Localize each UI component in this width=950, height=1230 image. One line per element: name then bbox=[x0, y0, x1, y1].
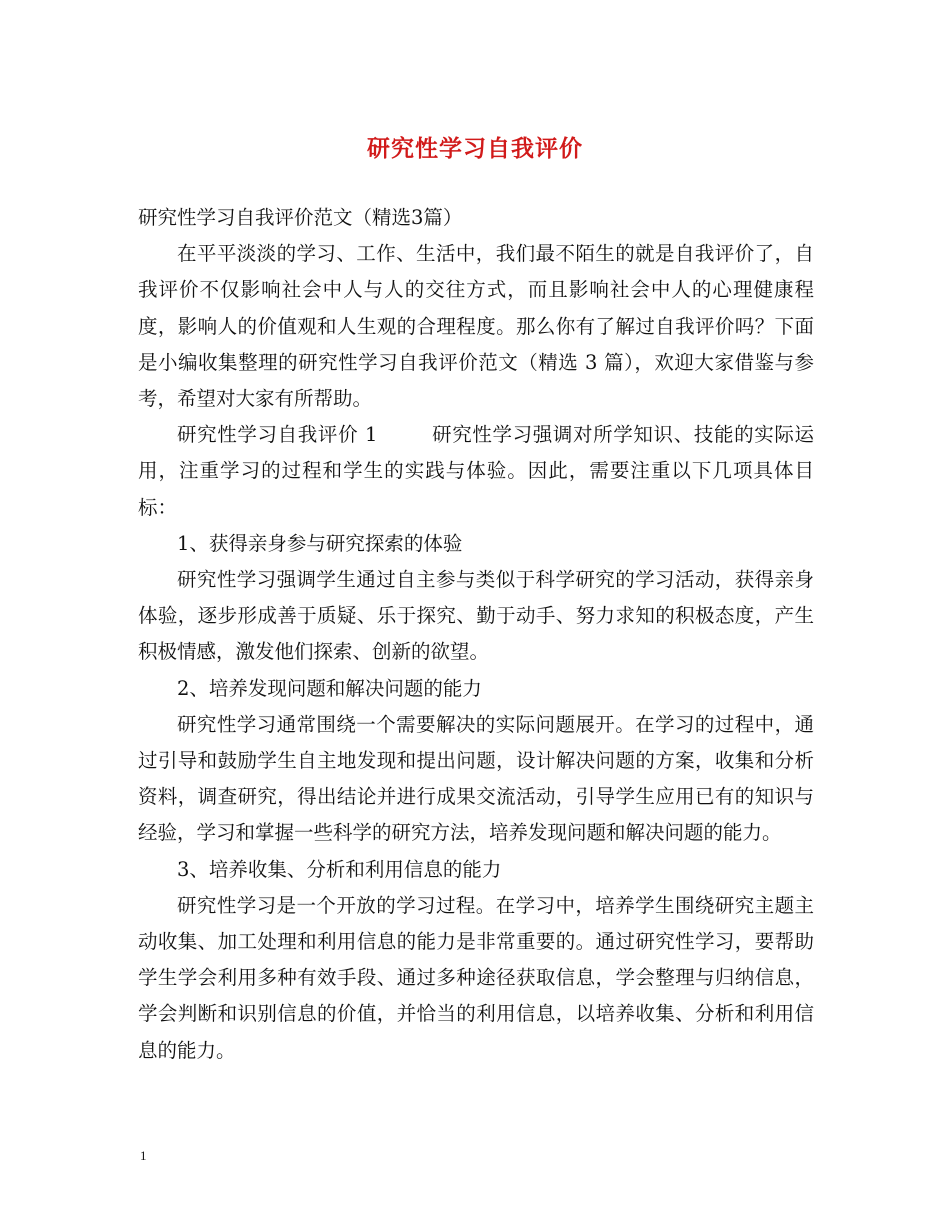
document-body bbox=[138, 200, 814, 1069]
item3-paragraph: 研究性学习是一个开放的学习过程。在学习中，培养学生围绕研究主题主动收集、加工处理和利用信息的能力是非常重要的。通过研究性学习，要帮助学生学会利用多种有效手段、通过多种途径获取信息，学会整理与归纳信息，学会判断和识别信息的价值，并恰当的利用信息，以培养收集、分析和利用信息的能力。 bbox=[138, 893, 814, 1062]
page-number: 1 bbox=[140, 1148, 147, 1163]
item1-paragraph: 研究性学习强调学生通过自主参与类似于科学研究的学习活动，获得亲身体验，逐步形成善于质疑、乐于探究、勤于动手、努力求知的积极态度，产生积极情感，激发他们探索、创新的欲望。 bbox=[138, 568, 814, 664]
section1-intro: 研究性学习强调对所学知识、技能的实际运用，注重学习的过程和学生的实践与体验。因此，需要注重以下几项具体目标： bbox=[138, 423, 814, 519]
section1-paragraph bbox=[138, 417, 814, 526]
item3-heading: 3、培养收集、分析和利用信息的能力 bbox=[177, 857, 502, 881]
document-subtitle: 研究性学习自我评价范文（精选3篇） bbox=[138, 206, 463, 229]
item2-paragraph: 研究性学习通常围绕一个需要解决的实际问题展开。在学习的过程中，通过引导和鼓励学生自主地发现和提出问题，设计解决问题的方案，收集和分析资料，调查研究，得出结论并进行成果交流活动，引导学生应用已有的知识与经验，学习和掌握一些科学的研究方法，培养发现问题和解决问题的能力。 bbox=[138, 712, 814, 845]
item1-heading: 1、获得亲身参与研究探索的体验 bbox=[177, 531, 463, 555]
intro-paragraph: 在平平淡淡的学习、工作、生活中，我们最不陌生的就是自我评价了，自我评价不仅影响社会中人与人的交往方式，而且影响社会中人的心理健康程度，影响人的价值观和人生观的合理程度。那么你有了解过自我评价吗？下面是小编收集整理的研究性学习自我评价范文（精选 3 篇），欢迎大家借鉴与参考，希望对大家有所帮助。 bbox=[138, 242, 814, 411]
section1-heading: 研究性学习自我评价 1 bbox=[177, 423, 378, 447]
item2-heading: 2、培养发现问题和解决问题的能力 bbox=[177, 676, 482, 700]
document-title: 研究性学习自我评价 bbox=[367, 135, 583, 162]
